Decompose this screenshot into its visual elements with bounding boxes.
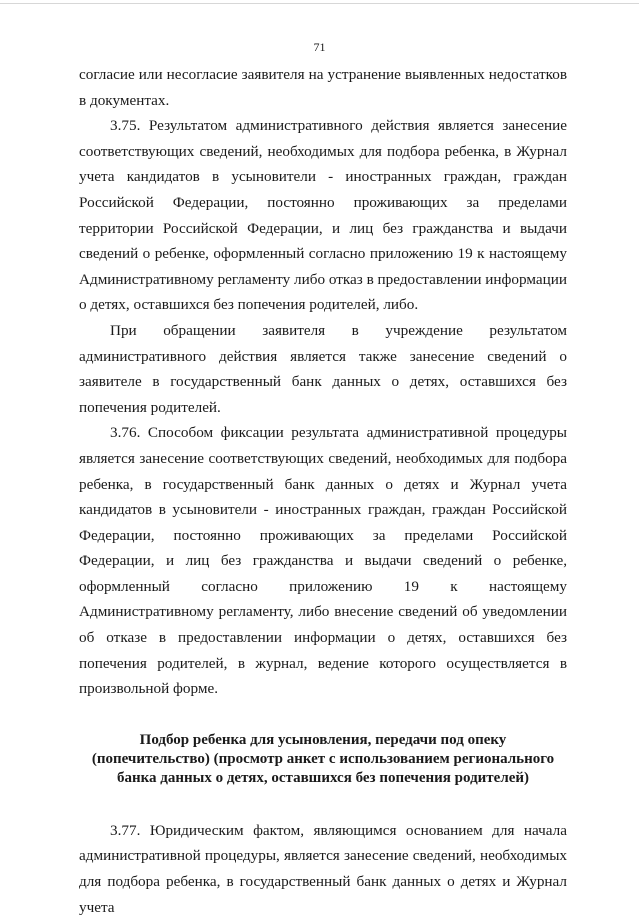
paragraph-continuation: согласие или несогласие заявителя на устранение выявленных недостатков в документах. [79,66,567,109]
document-body [79,62,567,920]
section-heading-line-1: Подбор ребенка для усыновления, передачи под опеку [139,731,507,748]
paragraph-3-77: 3.77. Юридическим фактом, являющимся основанием для начала административной процедуры, является занесение сведений, необходимых для подбора ребенка, в государственный банк данных о детях и Журнал учета [79,821,567,916]
section-heading-line-3: банка данных о детях, оставшихся без попечения родителей) [116,769,530,786]
section-heading-line-2: (попечительство) (просмотр анкет с использованием регионального [91,750,555,767]
paragraph-3-75: 3.75. Результатом административного действия является занесение соответствующих сведений, необходимых для подбора ребенка, в Журнал учета кандидатов в усыновители - иностранных граждан, граждан Российской Федерации, постоянно проживающих за пределами территории Российской Федерации, и лиц без гражданства и выдачи сведений о ребенке, оформленный согласно приложению 19 к настоящему Административному регламенту либо отказ в предоставлении информации о детях, оставшихся без попечения родителей, либо. [79,117,567,314]
paragraph-3-76: 3.76. Способом фиксации результата административной процедуры является занесение соответствующих сведений, необходимых для подбора ребенка, в государственный банк данных о детях и Журнал учета кандидатов в усыновители - иностранных граждан, граждан Российской Федерации, постоянно проживающих за пределами Российской Федерации, и лиц без гражданства и выдачи сведений о ребенке, оформленный согласно приложению 19 к настоящему Административному регламенту, либо внесение сведений об уведомлении об отказе в предоставлении информации о детях, оставшихся без попечения родителей, в журнал, ведение которого осуществляется в произвольной форме. [79,424,567,698]
page-number: 71 [313,40,326,54]
scan-edge-line [0,3,639,4]
paragraph-applicant-appeal: При обращении заявителя в учреждение результатом административного действия является также занесение сведений о заявителе в государственный банк данных о детях, оставшихся без попечения родителей. [79,321,567,416]
section-heading [79,731,567,788]
